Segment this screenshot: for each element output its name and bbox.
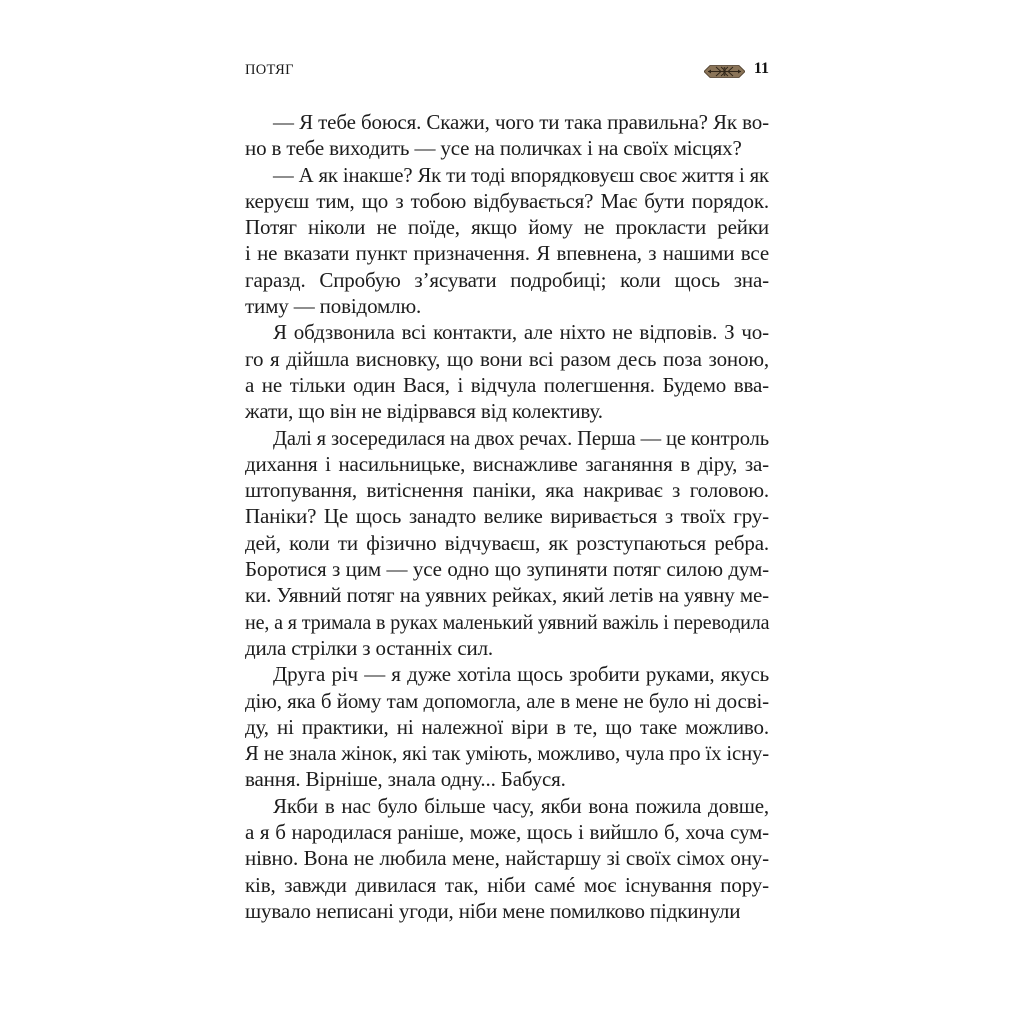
text-line: а не тільки один Вася, і відчула полегшення. Будемо вва-	[245, 372, 769, 397]
text-line: Потяг ніколи не поїде, якщо йому не прокласти рейки	[245, 215, 769, 240]
text-line: Я обдзвонила всі контакти, але ніхто не відповів. З чо-	[273, 320, 769, 345]
running-title: ПОТЯГ	[245, 62, 294, 78]
text-line: штопування, витіснення паніки, яка накриває з головою.	[245, 478, 769, 503]
paragraph	[245, 793, 769, 924]
text-line: і не вказати пункт призначення. Я впевнена, з нашими все	[245, 241, 769, 266]
text-line: но в тебе виходить — усе на поличках і на своїх місцях?	[245, 136, 742, 161]
text-line: — А як інакше? Як ти тоді впорядковуєш своє життя і як	[272, 162, 769, 187]
text-line: дію, яка б йому там допомогла, але в мене не було ні досві-	[245, 688, 769, 713]
text-line: ків, завжди дивилася так, ніби самé моє існування пору-	[245, 872, 769, 897]
text-line: керуєш тим, що з тобою відбувається? Має бути порядок.	[245, 188, 769, 213]
text-line: а я б народилася раніше, може, щось і вийшло б, хоча сум-	[245, 820, 769, 845]
text-line: Якби в нас було більше часу, якби вона пожила довше,	[273, 793, 769, 818]
text-line: дей, коли ти фізично відчуваєш, як розступаються ребра.	[245, 530, 769, 555]
paragraph	[245, 109, 769, 162]
text-line: ки. Уявний потяг на уявних рейках, який летів на уявну ме-	[245, 583, 769, 608]
text-line: — Я тебе боюся. Скажи, чого ти така правильна? Як во-	[273, 110, 769, 134]
text-line: Далі я зосередилася на двох речах. Перша — це контроль	[272, 425, 769, 450]
text-line: дихання і насильницьке, виснажливе заганяння в діру, за-	[245, 451, 769, 476]
text-line: гаразд. Спробую з’ясувати подробиці; коли щось зна-	[245, 267, 769, 292]
text-line: дила стрілки з останніх сил.	[245, 635, 494, 660]
text-line: не, а я тримала в руках маленький уявний важіль і переводила	[245, 609, 770, 634]
text-line: жати, що він не відірвався від колективу.	[245, 399, 603, 424]
paragraph	[245, 425, 769, 662]
decorative-ornament-icon	[704, 65, 745, 78]
text-line: вання. Вірніше, знала одну... Бабуся.	[245, 767, 566, 792]
paragraph	[245, 661, 769, 792]
text-line: шувало неписані угоди, ніби мене помилково підкинули	[245, 898, 741, 923]
running-header	[245, 60, 769, 84]
text-line: ду, ні практики, ні належної віри в те, що таке можливо.	[245, 714, 769, 739]
paragraph	[245, 319, 769, 424]
text-line: нівно. Вона не любила мене, найстаршу зі своїх сімох ону-	[245, 846, 769, 871]
text-line: го я дійшла висновку, що вони всі разом десь поза зоною,	[245, 346, 769, 371]
text-line: Паніки? Це щось занадто велике виривається з твоїх гру-	[245, 504, 769, 529]
text-line: Я не знала жінок, які так уміють, можливо, чула про їх існу-	[245, 741, 769, 766]
page-number: 11	[753, 60, 769, 77]
text-line: тиму — повідомлю.	[245, 294, 422, 319]
text-line: Боротися з цим — усе одно що зупиняти потяг силою дум-	[245, 557, 769, 582]
text-line: Друга річ — я дуже хотіла щось зробити руками, якусь	[273, 662, 769, 687]
paragraph	[245, 162, 769, 320]
body-text	[245, 109, 769, 924]
